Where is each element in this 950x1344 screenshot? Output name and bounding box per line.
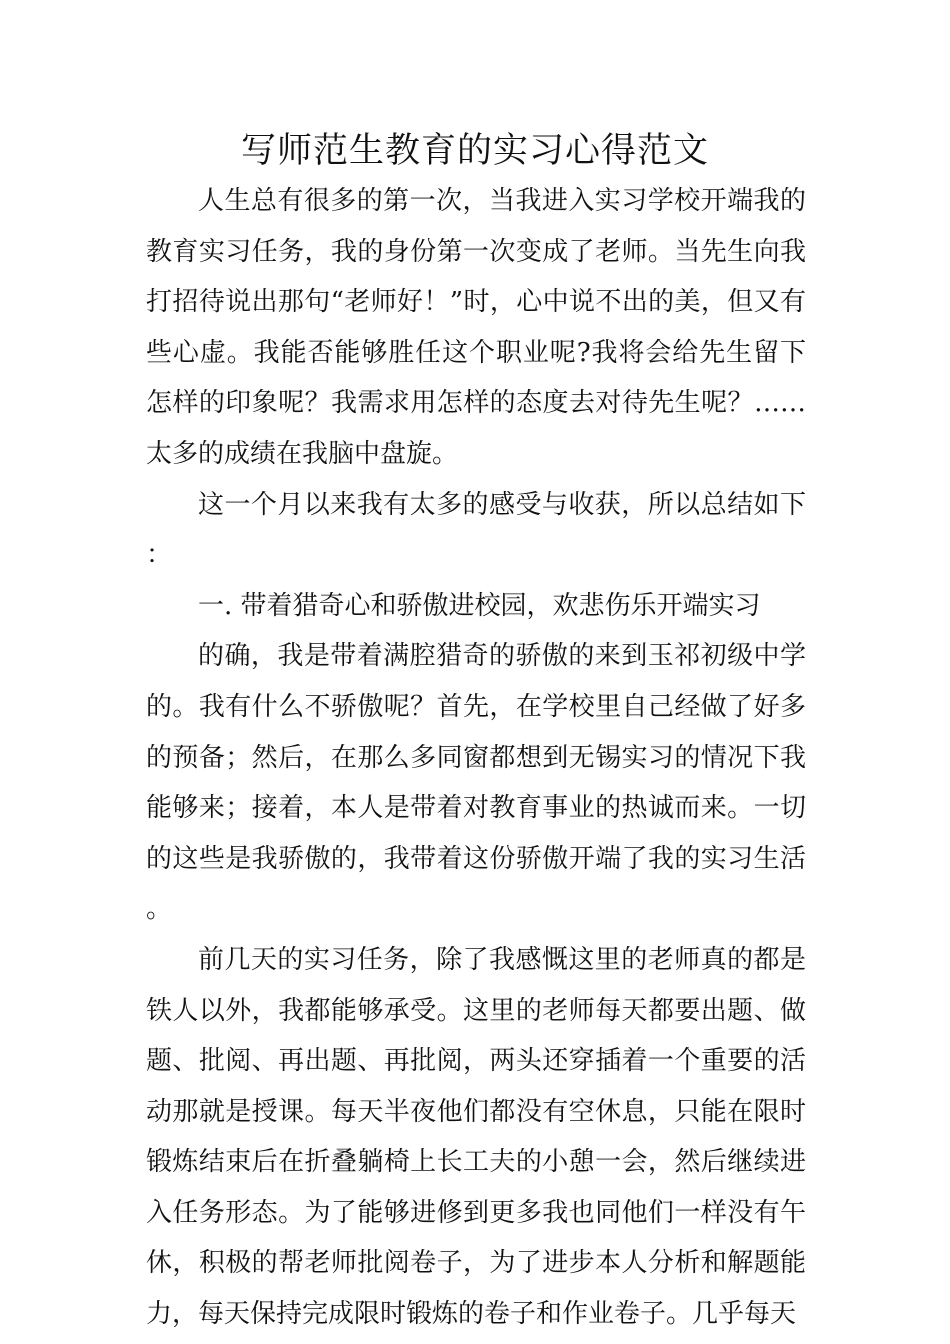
document-title: 写师范生教育的实习心得范文 xyxy=(240,131,709,171)
paragraph-arrival: 的确，我是带着满腔猎奇的骄傲的来到玉祁初级中学的。我有什么不骄傲呢？首先，在学校里自己经做了好多的预备；然后，在那么多同窗都想到无锡实习的情况下我能够来；接着，本人是带着对教育事业的热诚而来。一切的这些是我骄傲的，我带着这份骄傲开端了我的实习生活。 xyxy=(146,641,806,925)
section-heading-1: 一. 带着猎奇心和骄傲进校园，欢悲伤乐开端实习 xyxy=(198,590,761,621)
document-body xyxy=(146,176,806,1340)
paragraph-summary-lead: 这一个月以来我有太多的感受与收获，所以总结如下： xyxy=(146,489,806,571)
paragraph-intro: 人生总有很多的第一次，当我进入实习学校开端我的教育实习任务，我的身份第一次变成了老师。当先生向我打招待说出那句“老师好！”时，心中说不出的美，但又有些心虚。我能否能够胜任这个职业呢?我将会给先生留下怎样的印象呢？我需求用怎样的态度去对待先生呢？……太多的成绩在我脑中盘旋。 xyxy=(146,186,806,469)
paragraph-first-days: 前几天的实习任务，除了我感慨这里的老师真的都是铁人以外，我都能够承受。这里的老师每天都要出题、做题、批阅、再出题、再批阅，两头还穿插着一个重要的活动那就是授课。每天半夜他们都没有空休息，只能在限时锻炼结束后在折叠躺椅上长工夫的小憩一会，然后继续进入任务形态。为了能够进修到更多我也同他们一样没有午休，积极的帮老师批阅卷子，为了进步本人分析和解题能力，每天保持完成限时锻炼的卷子和作业卷子。几乎每天 xyxy=(146,944,806,1330)
